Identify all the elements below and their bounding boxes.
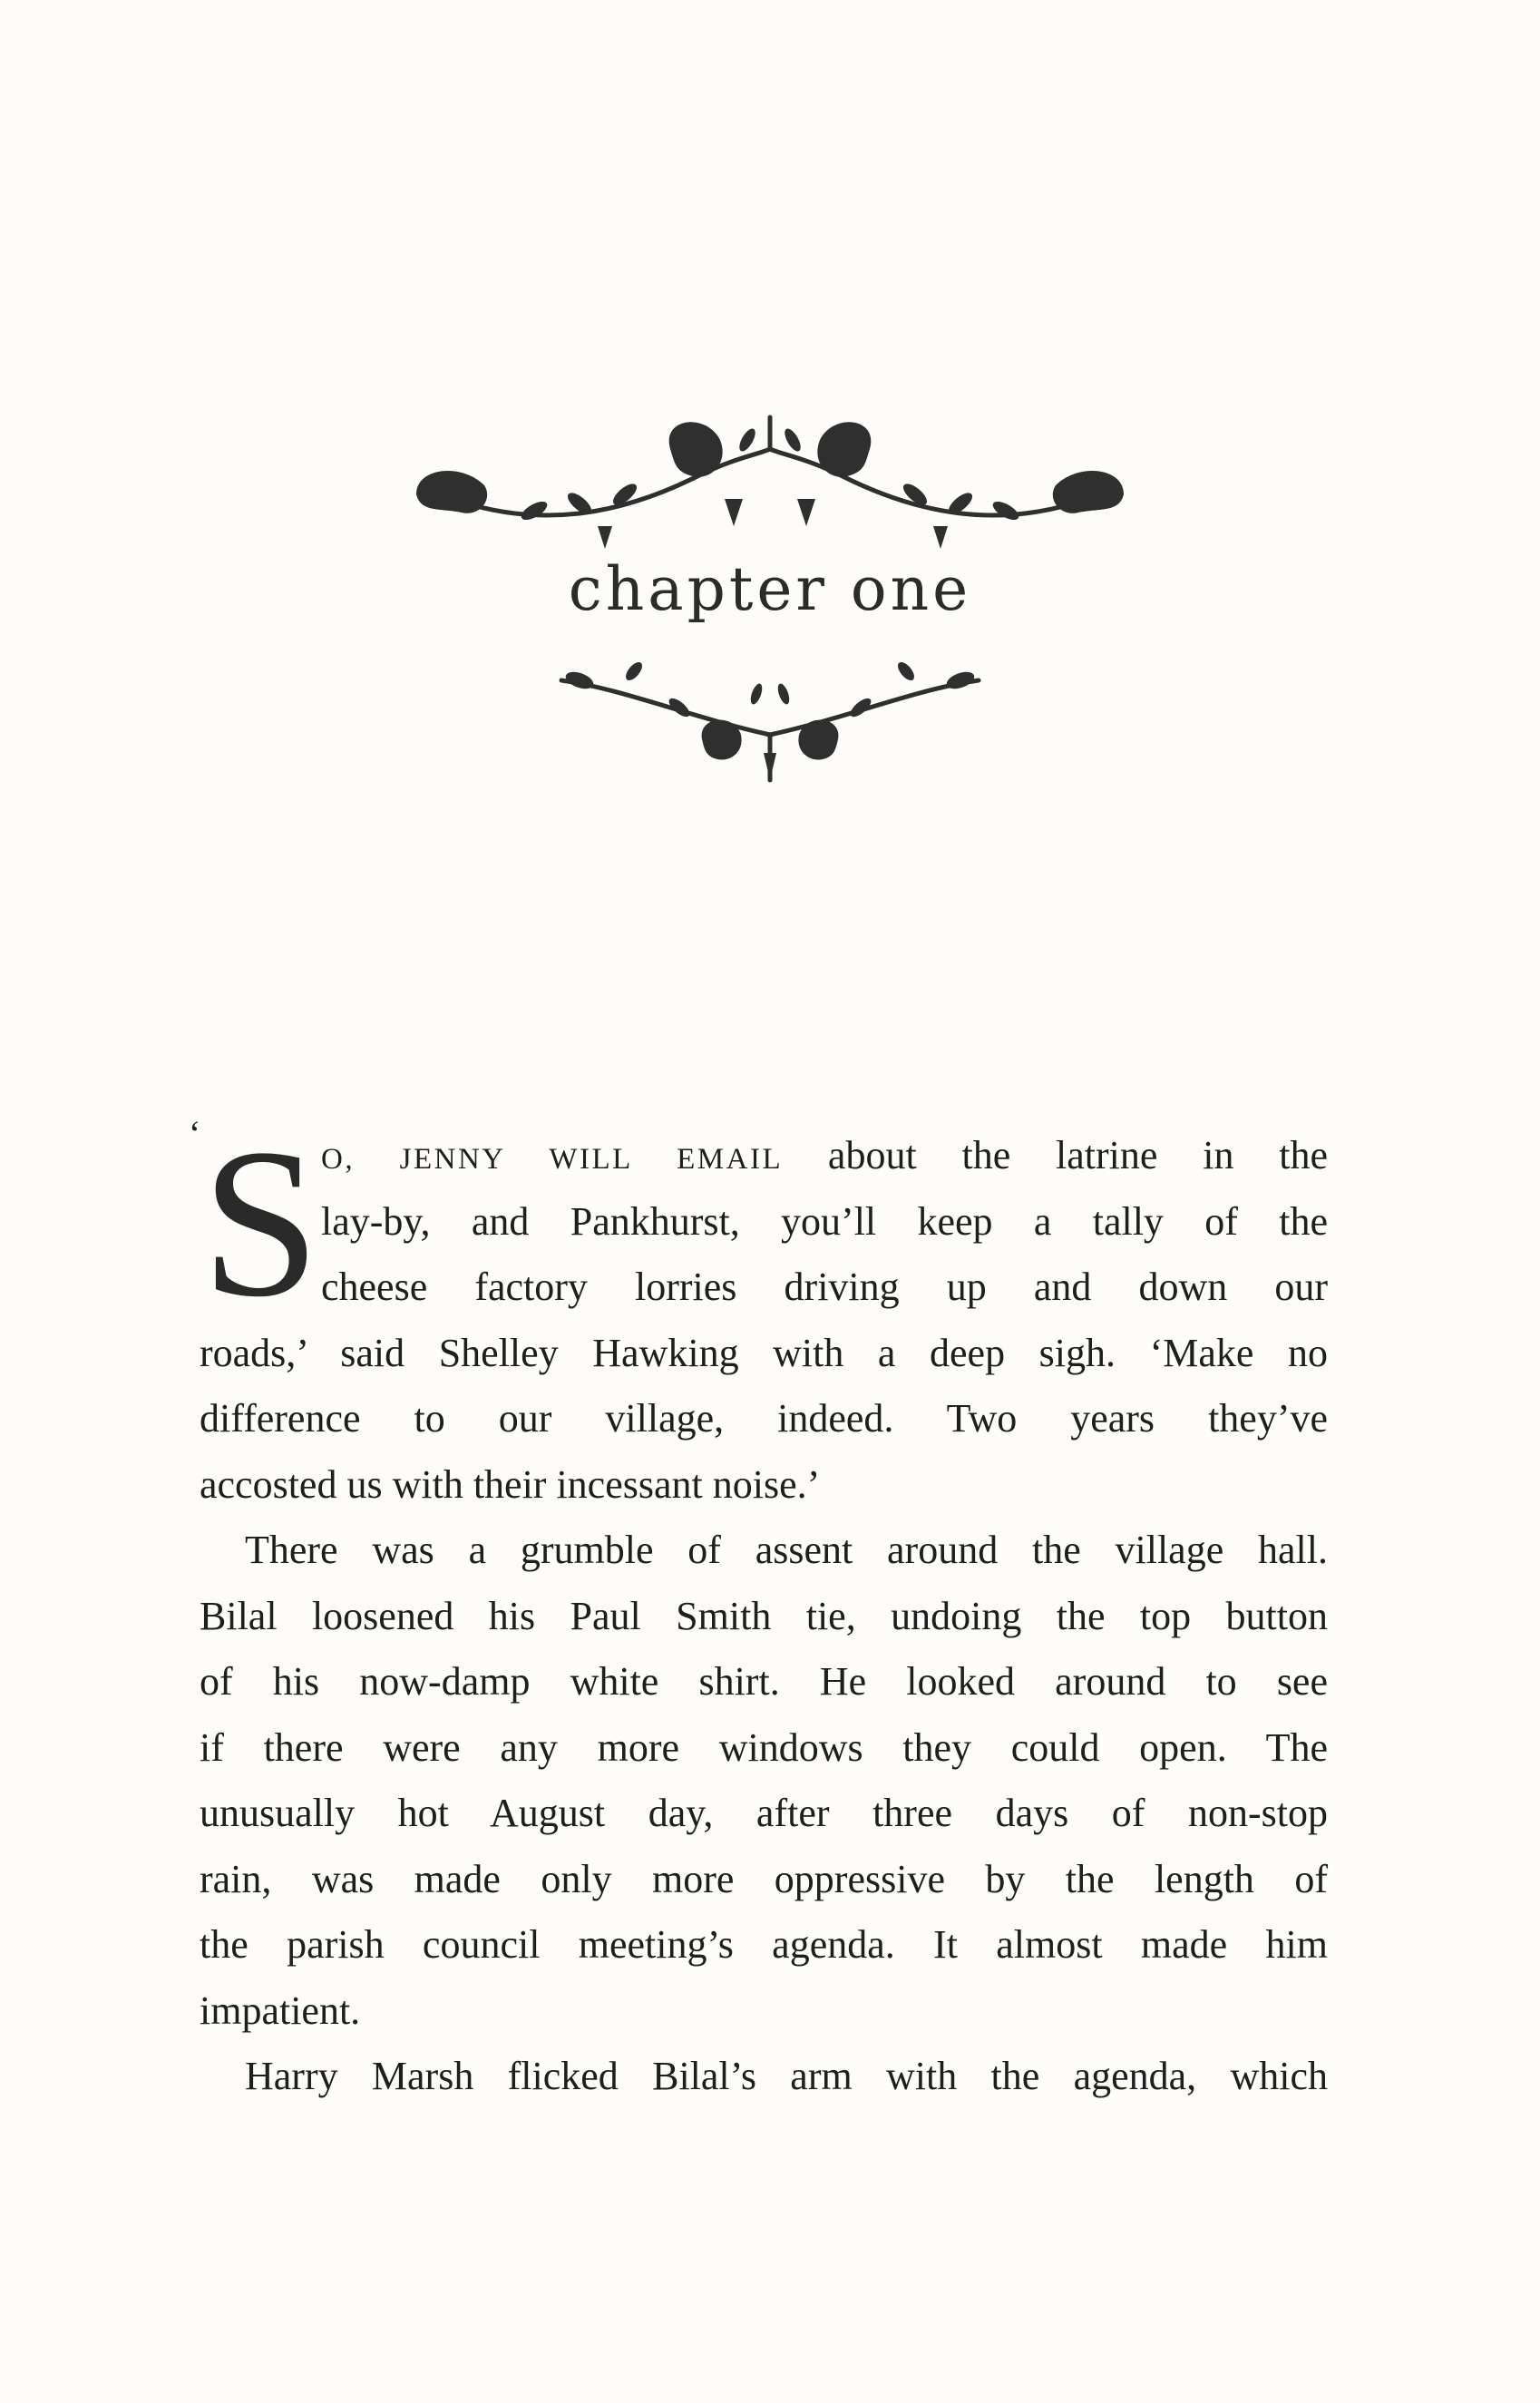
text-line: unusually hot August day, after three days of non-stop: [200, 1791, 1328, 1835]
text-line: the parish council meeting’s agenda. It almost made him: [200, 1922, 1328, 1967]
text-line: accosted us with their incessant noise.’: [200, 1461, 821, 1507]
text-line: O, JENNY WILL EMAIL about the latrine in the: [321, 1133, 1328, 1177]
text-line: rain, was made only more oppressive by the length of: [200, 1856, 1328, 1901]
chapter-title: chapter one: [568, 554, 972, 624]
drop-cap: S: [201, 1105, 320, 1341]
text-line: difference to our village, indeed. Two years they’ve: [200, 1396, 1328, 1441]
text-line: of his now-damp white shirt. He looked around to see: [200, 1659, 1328, 1704]
opening-quote-mark: ‘: [189, 1113, 201, 1154]
small-caps-lead-in: O, JENNY WILL EMAIL: [321, 1143, 784, 1176]
text-line: Bilal loosened his Paul Smith tie, undoing the top button: [200, 1593, 1328, 1638]
text-line: impatient.: [200, 1988, 361, 2033]
text-line: cheese factory lorries driving up and down our: [321, 1265, 1328, 1309]
text-line: There was a grumble of assent around the village hall.: [245, 1528, 1328, 1572]
chapter-body-text: [189, 1105, 1328, 2110]
floral-ornament-bottom-icon: [543, 653, 997, 789]
text-line: Harry Marsh flicked Bilal’s arm with the agenda, which: [245, 2054, 1328, 2098]
text-line: roads,’ said Shelley Hawking with a deep sigh. ‘Make no: [200, 1330, 1328, 1375]
text-line: lay-by, and Pankhurst, you’ll keep a tally of the: [321, 1198, 1328, 1244]
text-line: if there were any more windows they could open. The: [200, 1724, 1328, 1770]
floral-ornament-top-icon: [398, 413, 1142, 567]
